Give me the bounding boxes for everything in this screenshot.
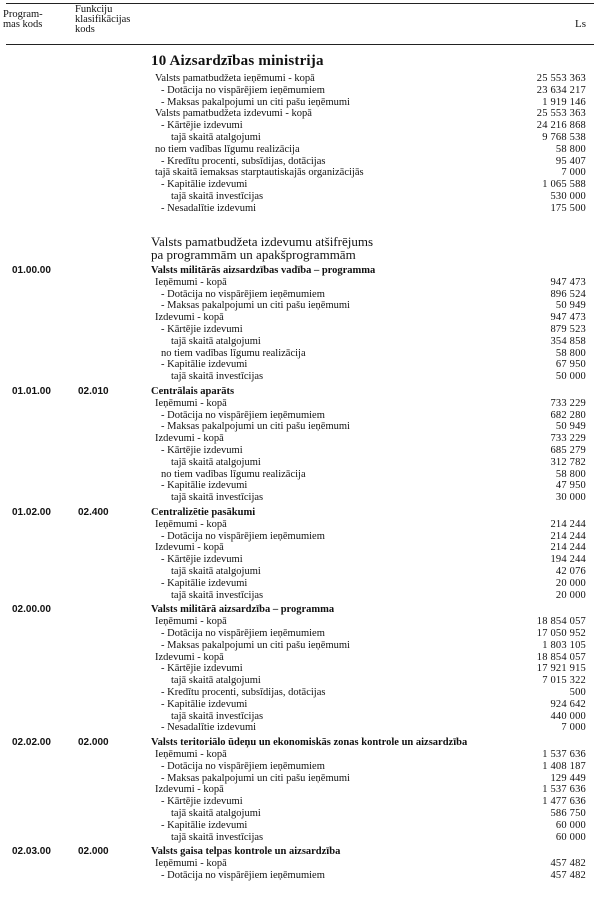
table-row bbox=[0, 359, 600, 370]
row-value: 47 950 bbox=[555, 480, 586, 492]
row-label: Ieņēmumi - kopā bbox=[155, 749, 227, 760]
function-code: 02.000 bbox=[78, 737, 109, 749]
row-label: - Dotācija no vispārējiem ieņēmumiem bbox=[161, 409, 325, 421]
row-label: no tiem vadības līgumu realizācija bbox=[161, 468, 306, 480]
row-value: 58 800 bbox=[555, 347, 586, 359]
table-row bbox=[0, 761, 600, 772]
table-row bbox=[0, 433, 600, 444]
table-row bbox=[0, 590, 600, 601]
row-value: 25 553 363 bbox=[536, 108, 586, 120]
table-row bbox=[0, 348, 600, 359]
program-header-row bbox=[0, 846, 600, 857]
row-label: tajā skaitā atalgojumi bbox=[171, 675, 261, 687]
row-label: - Kapitālie izdevumi bbox=[161, 698, 248, 710]
table-row bbox=[0, 542, 600, 553]
table-row bbox=[0, 336, 600, 347]
section-heading-line2: pa programmām un apakšprogrammām bbox=[151, 247, 356, 262]
program-code: 01.00.00 bbox=[12, 265, 51, 276]
row-label: - Nesadalītie izdevumi bbox=[161, 202, 257, 214]
row-value: 23 634 217 bbox=[536, 84, 586, 96]
program-header-row bbox=[0, 386, 600, 397]
row-label: tajā skaitā atalgojumi bbox=[171, 808, 261, 819]
table-row bbox=[0, 480, 600, 491]
table-row bbox=[0, 398, 600, 409]
table-row bbox=[0, 179, 600, 190]
table-row bbox=[0, 312, 600, 323]
table-row bbox=[0, 73, 600, 84]
row-value: 20 000 bbox=[555, 577, 586, 589]
table-row bbox=[0, 421, 600, 432]
row-value: 457 482 bbox=[550, 870, 586, 881]
program-header-row bbox=[0, 265, 600, 276]
table-row bbox=[0, 277, 600, 288]
row-label: tajā skaitā iemaksas starptautiskajās organizācijās bbox=[155, 167, 364, 179]
row-label: Ieņēmumi - kopā bbox=[155, 616, 227, 628]
row-value: 214 244 bbox=[550, 518, 586, 530]
section-heading-line1: Valsts pamatbudžeta izdevumu atšifrējums bbox=[151, 234, 374, 249]
table-row bbox=[0, 554, 600, 565]
row-value: 1 477 636 bbox=[542, 796, 586, 808]
table-row bbox=[0, 578, 600, 589]
row-label: - Kārtējie izdevumi bbox=[161, 445, 243, 456]
row-value: 18 854 057 bbox=[536, 616, 586, 628]
row-value: 947 473 bbox=[550, 276, 586, 288]
table-row bbox=[0, 289, 600, 300]
row-label: - Kārtējie izdevumi bbox=[161, 663, 243, 675]
row-value: 42 076 bbox=[555, 566, 586, 577]
row-label: - Kapitālie izdevumi bbox=[161, 179, 248, 191]
row-value: 58 800 bbox=[555, 143, 586, 155]
table-row bbox=[0, 616, 600, 627]
row-value: 175 500 bbox=[550, 202, 586, 214]
row-label: Ieņēmumi - kopā bbox=[155, 397, 227, 409]
table-row bbox=[0, 445, 600, 456]
row-label: tajā skaitā investīcijas bbox=[171, 831, 264, 843]
row-label: Izdevumi - kopā bbox=[155, 651, 224, 663]
row-value: 24 216 868 bbox=[536, 120, 586, 132]
row-value: 682 280 bbox=[550, 409, 586, 421]
table-row bbox=[0, 410, 600, 421]
row-value: 20 000 bbox=[555, 589, 586, 601]
row-value: 214 244 bbox=[550, 530, 586, 542]
row-label: - Kārtējie izdevumi bbox=[161, 554, 243, 566]
row-label: - Kredītu procenti, subsīdijas, dotācijas bbox=[161, 687, 326, 698]
row-value: 1 919 146 bbox=[542, 96, 586, 108]
row-label: - Kapitālie izdevumi bbox=[161, 359, 248, 371]
row-label: - Kredītu procenti, subsīdijas, dotācijas bbox=[161, 155, 326, 167]
table-row bbox=[0, 108, 600, 119]
row-label: tajā skaitā atalgojumi bbox=[171, 132, 261, 143]
table-row bbox=[0, 191, 600, 202]
row-value: 17 921 915 bbox=[536, 663, 586, 675]
program-code: 02.02.00 bbox=[12, 737, 51, 749]
table-row bbox=[0, 628, 600, 639]
row-value: 879 523 bbox=[550, 324, 586, 335]
row-value: 50 949 bbox=[555, 421, 586, 433]
row-value: 312 782 bbox=[550, 456, 586, 468]
table-row bbox=[0, 566, 600, 577]
row-value: 530 000 bbox=[550, 191, 586, 202]
row-label: - Dotācija no vispārējiem ieņēmumiem bbox=[161, 530, 325, 542]
table-row bbox=[0, 371, 600, 382]
program-header-row bbox=[0, 737, 600, 748]
program-title: Valsts militārās aizsardzības vadība – programma bbox=[151, 265, 376, 276]
row-value: 7 015 322 bbox=[542, 675, 586, 687]
row-value: 50 000 bbox=[555, 371, 586, 383]
table-row bbox=[0, 167, 600, 178]
row-label: - Maksas pakalpojumi un citi pašu ieņēmumi bbox=[161, 300, 350, 312]
table-row bbox=[0, 832, 600, 843]
row-value: 896 524 bbox=[550, 288, 586, 300]
row-label: tajā skaitā atalgojumi bbox=[171, 456, 261, 468]
row-value: 733 229 bbox=[550, 397, 586, 409]
table-row bbox=[0, 144, 600, 155]
function-code-header-text: Funkciju klasifikācijas kods bbox=[75, 4, 131, 35]
function-code: 02.010 bbox=[78, 386, 109, 397]
table-row bbox=[0, 663, 600, 674]
row-value: 354 858 bbox=[550, 335, 586, 347]
table-row bbox=[0, 132, 600, 143]
function-code: 02.000 bbox=[78, 846, 109, 858]
function-code: 02.400 bbox=[78, 507, 109, 518]
row-label: Ieņēmumi - kopā bbox=[155, 858, 227, 870]
table-row bbox=[0, 870, 600, 881]
program-title: Centrālais aparāts bbox=[151, 386, 235, 397]
row-value: 1 537 636 bbox=[542, 784, 586, 796]
table-row bbox=[0, 120, 600, 131]
table-row bbox=[0, 97, 600, 108]
row-value: 733 229 bbox=[550, 433, 586, 445]
table-row bbox=[0, 469, 600, 480]
table-row bbox=[0, 652, 600, 663]
row-value: 1 065 588 bbox=[542, 179, 586, 191]
row-value: 9 768 538 bbox=[542, 132, 586, 143]
row-value: 457 482 bbox=[550, 858, 586, 870]
table-row bbox=[0, 675, 600, 686]
row-value: 440 000 bbox=[550, 710, 586, 722]
row-label: - Maksas pakalpojumi un citi pašu ieņēmumi bbox=[161, 421, 350, 433]
row-value: 17 050 952 bbox=[536, 628, 586, 639]
table-row bbox=[0, 300, 600, 311]
row-value: 947 473 bbox=[550, 312, 586, 324]
program-title: Valsts teritoriālo ūdeņu un ekonomiskās zonas kontrole un aizsardzība bbox=[151, 737, 468, 749]
row-label: - Kārtējie izdevumi bbox=[161, 120, 243, 132]
row-label: - Maksas pakalpojumi un citi pašu ieņēmumi bbox=[161, 639, 350, 651]
row-label: - Dotācija no vispārējiem ieņēmumiem bbox=[161, 870, 325, 881]
row-label: - Dotācija no vispārējiem ieņēmumiem bbox=[161, 628, 325, 639]
row-value: 25 553 363 bbox=[536, 73, 586, 84]
row-value: 60 000 bbox=[555, 831, 586, 843]
table-row bbox=[0, 640, 600, 651]
table-row bbox=[0, 749, 600, 760]
table-row bbox=[0, 784, 600, 795]
program-code-header-text: Program- mas kods bbox=[3, 9, 43, 30]
table-row bbox=[0, 156, 600, 167]
row-label: no tiem vadības līgumu realizācija bbox=[161, 347, 306, 359]
row-label: tajā skaitā investīcijas bbox=[171, 371, 264, 383]
row-label: tajā skaitā investīcijas bbox=[171, 710, 264, 722]
table-row bbox=[0, 711, 600, 722]
ministry-title: 10 Aizsardzības ministrija bbox=[151, 53, 324, 69]
row-value: 95 407 bbox=[555, 155, 586, 167]
row-label: Ieņēmumi - kopā bbox=[155, 518, 227, 530]
row-label: Izdevumi - kopā bbox=[155, 784, 224, 796]
row-label: Izdevumi - kopā bbox=[155, 312, 224, 324]
row-value: 7 000 bbox=[561, 167, 586, 179]
row-label: - Dotācija no vispārējiem ieņēmumiem bbox=[161, 84, 325, 96]
row-value: 214 244 bbox=[550, 542, 586, 554]
program-title: Valsts militārā aizsardzība – programma bbox=[151, 604, 335, 616]
table-row bbox=[0, 519, 600, 530]
row-label: no tiem vadības līgumu realizācija bbox=[155, 143, 300, 155]
program-header-row bbox=[0, 507, 600, 518]
row-value: 586 750 bbox=[550, 808, 586, 819]
row-label: - Kārtējie izdevumi bbox=[161, 324, 243, 335]
row-label: tajā skaitā investīcijas bbox=[171, 492, 264, 504]
row-value: 685 279 bbox=[550, 445, 586, 456]
row-label: Izdevumi - kopā bbox=[155, 542, 224, 554]
program-code: 01.01.00 bbox=[12, 386, 51, 397]
row-label: - Dotācija no vispārējiem ieņēmumiem bbox=[161, 288, 325, 300]
table-row bbox=[0, 687, 600, 698]
currency-header: Ls bbox=[575, 18, 586, 30]
table-row bbox=[0, 699, 600, 710]
row-value: 67 950 bbox=[555, 359, 586, 371]
row-label: Valsts pamatbudžeta izdevumi - kopā bbox=[155, 108, 312, 120]
table-row bbox=[0, 722, 600, 733]
row-value: 18 854 057 bbox=[536, 651, 586, 663]
program-code: 02.00.00 bbox=[12, 604, 51, 616]
row-label: - Dotācija no vispārējiem ieņēmumiem bbox=[161, 760, 325, 772]
table-row bbox=[0, 808, 600, 819]
row-value: 194 244 bbox=[550, 554, 586, 566]
row-label: - Kapitālie izdevumi bbox=[161, 577, 248, 589]
row-value: 1 537 636 bbox=[542, 749, 586, 760]
row-value: 50 949 bbox=[555, 300, 586, 312]
program-title: Centralizētie pasākumi bbox=[151, 507, 256, 518]
row-label: tajā skaitā investīcijas bbox=[171, 589, 264, 601]
row-label: - Nesadalītie izdevumi bbox=[161, 722, 257, 734]
row-value: 924 642 bbox=[550, 698, 586, 710]
row-label: tajā skaitā investīcijas bbox=[171, 191, 264, 202]
row-value: 30 000 bbox=[555, 492, 586, 504]
table-row bbox=[0, 858, 600, 869]
table-row bbox=[0, 85, 600, 96]
table-row bbox=[0, 492, 600, 503]
row-value: 7 000 bbox=[561, 722, 586, 734]
program-code: 01.02.00 bbox=[12, 507, 51, 518]
row-label: - Kapitālie izdevumi bbox=[161, 480, 248, 492]
table-row bbox=[0, 324, 600, 335]
row-value: 1 408 187 bbox=[542, 760, 586, 772]
row-label: - Maksas pakalpojumi un citi pašu ieņēmumi bbox=[161, 96, 350, 108]
table-row bbox=[0, 796, 600, 807]
row-label: - Kapitālie izdevumi bbox=[161, 819, 248, 831]
table-row bbox=[0, 203, 600, 214]
program-header-row bbox=[0, 604, 600, 615]
program-title: Valsts gaisa telpas kontrole un aizsardzība bbox=[151, 846, 341, 858]
program-code: 02.03.00 bbox=[12, 846, 51, 858]
row-value: 500 bbox=[569, 687, 586, 698]
row-label: - Kārtējie izdevumi bbox=[161, 796, 243, 808]
table-row bbox=[0, 820, 600, 831]
row-label: Izdevumi - kopā bbox=[155, 433, 224, 445]
table-row bbox=[0, 773, 600, 784]
table-row bbox=[0, 457, 600, 468]
row-label: tajā skaitā atalgojumi bbox=[171, 335, 261, 347]
table-row bbox=[0, 531, 600, 542]
row-label: Ieņēmumi - kopā bbox=[155, 276, 227, 288]
row-label: Valsts pamatbudžeta ieņēmumi - kopā bbox=[155, 73, 315, 84]
row-value: 1 803 105 bbox=[542, 639, 586, 651]
row-label: - Maksas pakalpojumi un citi pašu ieņēmumi bbox=[161, 772, 350, 784]
row-label: tajā skaitā atalgojumi bbox=[171, 566, 261, 577]
row-value: 58 800 bbox=[555, 468, 586, 480]
row-value: 60 000 bbox=[555, 819, 586, 831]
row-value: 129 449 bbox=[550, 772, 586, 784]
